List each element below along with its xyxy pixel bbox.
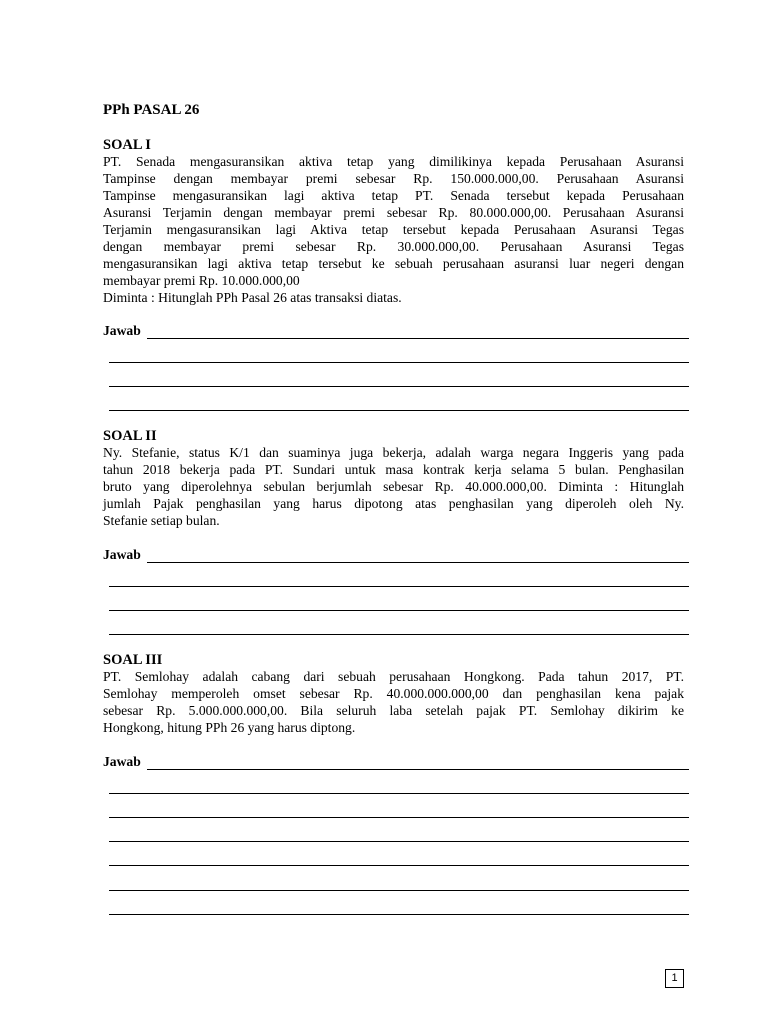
answer-line [109,386,689,387]
answer-line [109,586,689,587]
soal-1-line: Diminta : Hitunglah PPh Pasal 26 atas transaksi diatas. [103,290,402,305]
jawab-label: Jawab [103,547,141,562]
answer-line [109,890,689,891]
answer-line [147,769,689,770]
soal-1-line: Terjamin mengasuransikan lagi Aktiva tetap tersebut kepada Perusahaan Asuransi Tegas [103,222,684,237]
soal-3-jawab [103,753,689,771]
soal-2-line: jumlah Pajak penghasilan yang harus dipotong atas penghasilan yang diperoleh oleh Ny. [103,496,684,511]
answer-line [109,610,689,611]
answer-line [109,634,689,635]
soal-3-heading: SOAL III [103,652,163,668]
jawab-label: Jawab [103,754,141,769]
answer-line [109,914,689,915]
soal-1-text [103,153,684,306]
soal-1-line: mengasuransikan lagi aktiva tetap tersebut ke sebuah perusahaan asuransi luar negeri dengan [103,256,684,271]
page-number: 1 [665,969,684,988]
soal-3-line: Semlohay memperoleh omset sebesar Rp. 40.000.000.000,00 dan penghasilan kena pajak [103,686,684,701]
soal-1-line: Asuransi Terjamin dengan membayar premi sebesar Rp. 80.000.000,00. Perusahaan Asuransi [103,205,684,220]
soal-2-heading: SOAL II [103,428,157,444]
soal-2-line: Ny. Stefanie, status K/1 dan suaminya juga bekerja, adalah warga negara Inggeris yang pada [103,445,684,460]
soal-3-text [103,668,684,736]
soal-1-line: Tampinse dengan membayar premi sebesar Rp. 150.000.000,00. Perusahaan Asuransi [103,171,684,186]
soal-2-text [103,444,684,529]
soal-2-line: bruto yang diperolehnya sebulan berjumlah sebesar Rp. 40.000.000,00. Diminta : Hitunglah [103,479,684,494]
answer-line [109,410,689,411]
answer-line [109,865,689,866]
soal-1-line: PT. Senada mengasuransikan aktiva tetap yang dimilikinya kepada Perusahaan Asuransi [103,154,684,169]
soal-3-line: PT. Semlohay adalah cabang dari sebuah perusahaan Hongkong. Pada tahun 2017, PT. [103,669,684,684]
jawab-label: Jawab [103,323,141,338]
answer-line [109,817,689,818]
answer-line [109,841,689,842]
soal-3-line: sebesar Rp. 5.000.000.000,00. Bila seluruh laba setelah pajak PT. Semlohay dikirim ke [103,703,684,718]
soal-3-line: Hongkong, hitung PPh 26 yang harus diptong. [103,720,356,735]
answer-line [147,562,689,563]
soal-1-heading: SOAL I [103,137,151,153]
soal-2-line: tahun 2018 bekerja pada PT. Sundari untuk masa kontrak kerja selama 5 bulan. Penghasilan [103,462,684,477]
soal-1-line: dengan membayar premi sebesar Rp. 30.000.000,00. Perusahaan Asuransi Tegas [103,239,684,254]
answer-line [109,793,689,794]
answer-line [109,362,689,363]
soal-1-line: membayar premi Rp. 10.000.000,00 [103,273,300,288]
soal-2-jawab [103,546,689,564]
answer-line [147,338,689,339]
soal-1-line: Tampinse mengasuransikan lagi aktiva tetap PT. Senada tersebut kepada Perusahaan [103,188,684,203]
soal-2-line: Stefanie setiap bulan. [103,513,220,528]
document-title: PPh PASAL 26 [103,102,200,118]
soal-1-jawab [103,322,689,340]
